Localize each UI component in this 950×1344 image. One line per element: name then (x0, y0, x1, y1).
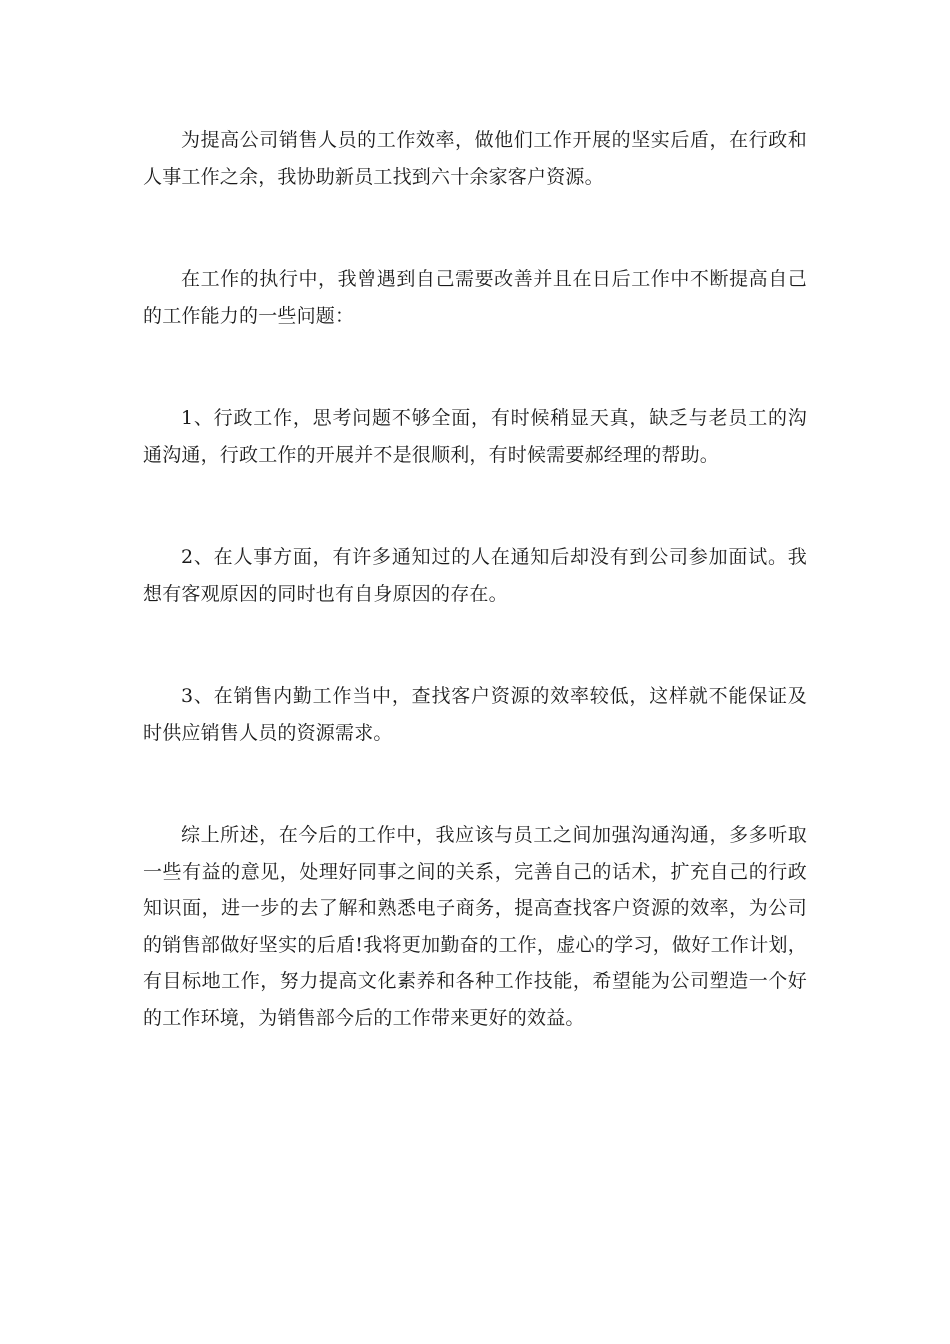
paragraph-problem-1: 1、行政工作，思考问题不够全面，有时候稍显天真，缺乏与老员工的沟通沟通，行政工作的开展并不是很顺利，有时候需要郝经理的帮助。 (143, 407, 807, 466)
paragraph-problem-3: 3、在销售内勤工作当中，查找客户资源的效率较低，这样就不能保证及时供应销售人员的资源需求。 (143, 685, 807, 744)
paragraph-problems-intro: 在工作的执行中，我曾遇到自己需要改善并且在日后工作中不断提高自己的工作能力的一些问题： (143, 268, 807, 327)
paragraph-summary: 综上所述，在今后的工作中，我应该与员工之间加强沟通沟通，多多听取一些有益的意见，处理好同事之间的关系，完善自己的话术，扩充自己的行政知识面，进一步的去了解和熟悉电子商务，提高查找客户资源的效率，为公司的销售部做好坚实的后盾!我将更加勤奋的工作，虚心的学习，做好工作计划，有目标地工作，努力提高文化素养和各种工作技能，希望能为公司塑造一个好的工作环境，为销售部今后的工作带来更好的效益。 (143, 824, 807, 1029)
paragraph-intro: 为提高公司销售人员的工作效率，做他们工作开展的坚实后盾，在行政和人事工作之余，我协助新员工找到六十余家客户资源。 (143, 129, 807, 188)
paragraph-problem-2: 2、在人事方面，有许多通知过的人在通知后却没有到公司参加面试。我想有客观原因的同时也有自身原因的存在。 (143, 546, 807, 605)
document-body (143, 122, 807, 1102)
